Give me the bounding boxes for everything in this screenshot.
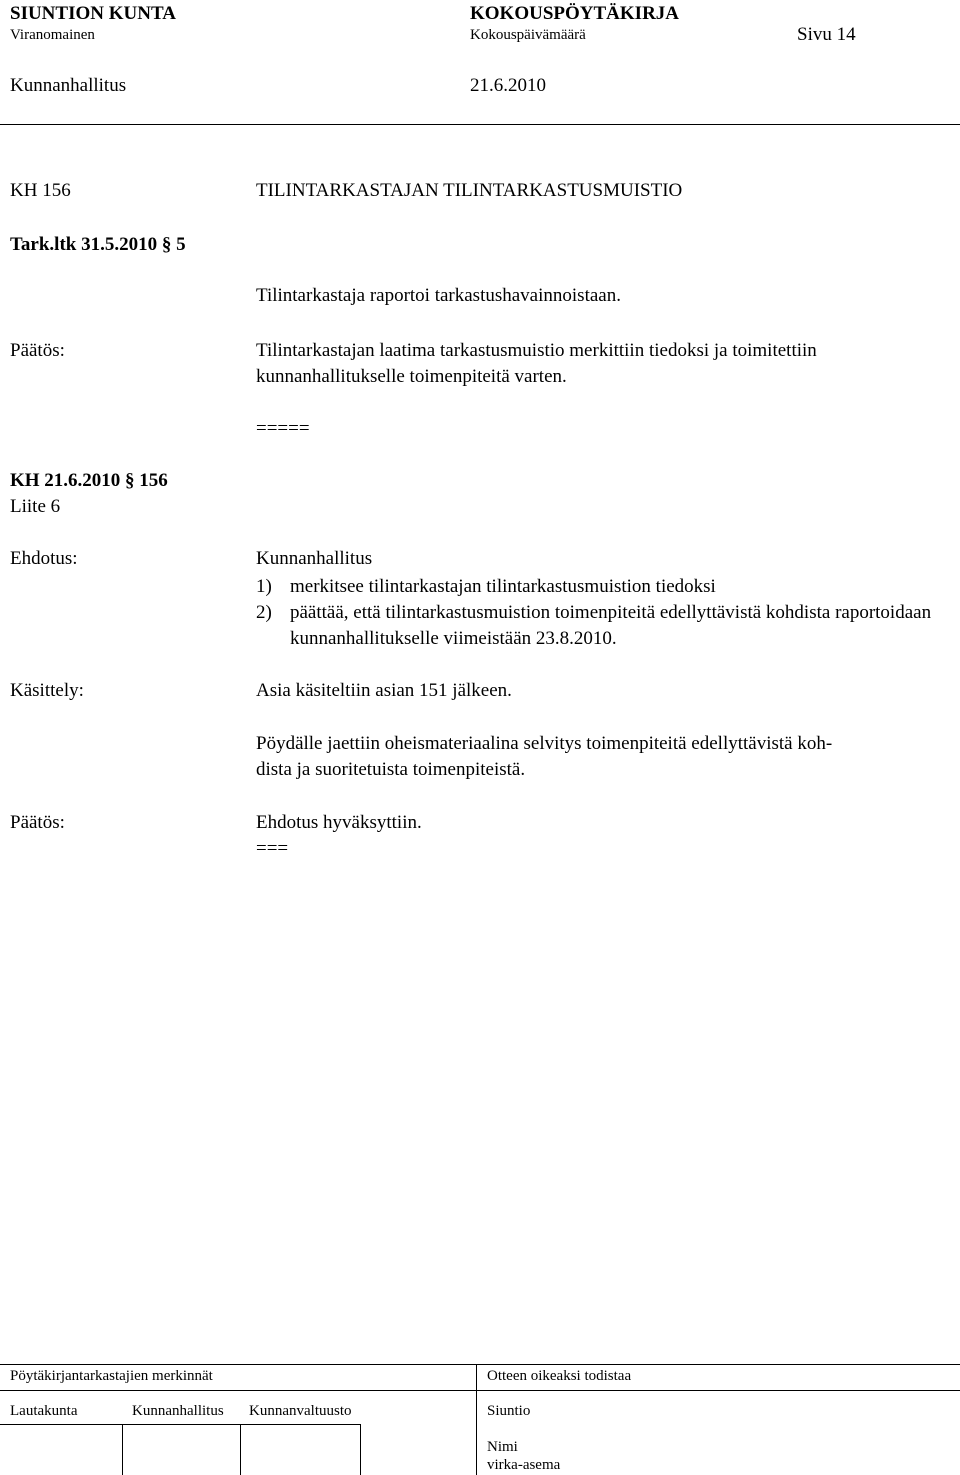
footer-col-board: Lautakunta: [10, 1403, 78, 1419]
item-title: TILINTARKASTAJAN TILINTARKASTUSMUISTIO: [256, 180, 683, 201]
proposal-list: [256, 574, 946, 652]
footer-divider-1: [122, 1424, 123, 1475]
footer-divider-3: [360, 1424, 361, 1475]
decision-text-2: Ehdotus hyväksyttiin.: [256, 812, 422, 833]
list-item-number: 1): [256, 576, 272, 597]
list-item: [256, 574, 946, 600]
decision-text-line2: kunnanhallitukselle toimenpiteitä varten.: [256, 366, 567, 387]
meeting-reference: KH 21.6.2010 § 156: [10, 470, 168, 491]
item-intro: Tilintarkastaja raportoi tarkastushavainnoistaan.: [256, 285, 621, 306]
separator: =====: [256, 418, 310, 439]
list-item: [256, 600, 946, 652]
list-item-text: merkitsee tilintarkastajan tilintarkastusmuistion tiedoksi: [290, 576, 716, 597]
reviewers-label: Pöytäkirjantarkastajien merkinnät: [10, 1368, 213, 1384]
proposal-body: Kunnanhallitus: [256, 548, 373, 569]
date-label: Kokouspäivämäärä: [470, 27, 586, 43]
footer-col-executive: Kunnanhallitus: [132, 1403, 224, 1419]
page-number: Sivu 14: [797, 24, 856, 45]
certified-label: Otteen oikeaksi todistaa: [487, 1368, 632, 1384]
date-value: 21.6.2010: [470, 75, 546, 96]
footer-col-council: Kunnanvaltuusto: [249, 1403, 352, 1419]
handling-text: Asia käsiteltiin asian 151 jälkeen.: [256, 680, 512, 701]
header-rule: [0, 124, 960, 125]
footer-rule-top: [0, 1364, 960, 1365]
separator-2: ===: [256, 838, 289, 859]
handling-label: Käsittely:: [10, 680, 84, 701]
handling-note-line2: dista ja suoritetuista toimenpiteistä.: [256, 759, 526, 780]
decision-text-line1: Tilintarkastajan laatima tarkastusmuistio merkittiin tiedoksi ja toimitettiin: [256, 340, 817, 361]
footer-rule-signatures: [0, 1424, 360, 1425]
authority-value: Kunnanhallitus: [10, 75, 127, 96]
footer-place: Siuntio: [487, 1403, 531, 1419]
footer-rule-middle: [0, 1390, 960, 1391]
item-reference: Tark.ltk 31.5.2010 § 5: [10, 234, 186, 255]
org-name: SIUNTION KUNTA: [10, 3, 176, 24]
attachment-label: Liite 6: [10, 496, 61, 517]
handling-note-line1: Pöydälle jaettiin oheismateriaalina selvitys toimenpiteitä edellyttävistä koh-: [256, 733, 833, 754]
list-item-number: 2): [256, 602, 272, 623]
decision-label-2: Päätös:: [10, 812, 65, 833]
authority-label: Viranomainen: [10, 27, 95, 43]
footer-position-label: virka-asema: [487, 1457, 561, 1473]
item-code: KH 156: [10, 180, 71, 201]
decision-label: Päätös:: [10, 340, 65, 361]
proposal-label: Ehdotus:: [10, 548, 78, 569]
doc-type: KOKOUSPÖYTÄKIRJA: [470, 3, 680, 24]
footer-divider-2: [240, 1424, 241, 1475]
footer-name-label: Nimi: [487, 1439, 518, 1455]
list-item-text: päättää, että tilintarkastusmuistion toimenpiteitä edellyttävistä kohdista raportoidaan kunnanhallitukselle viimeistään 23.8.2010.: [290, 602, 932, 649]
footer-divider-main: [476, 1364, 477, 1475]
